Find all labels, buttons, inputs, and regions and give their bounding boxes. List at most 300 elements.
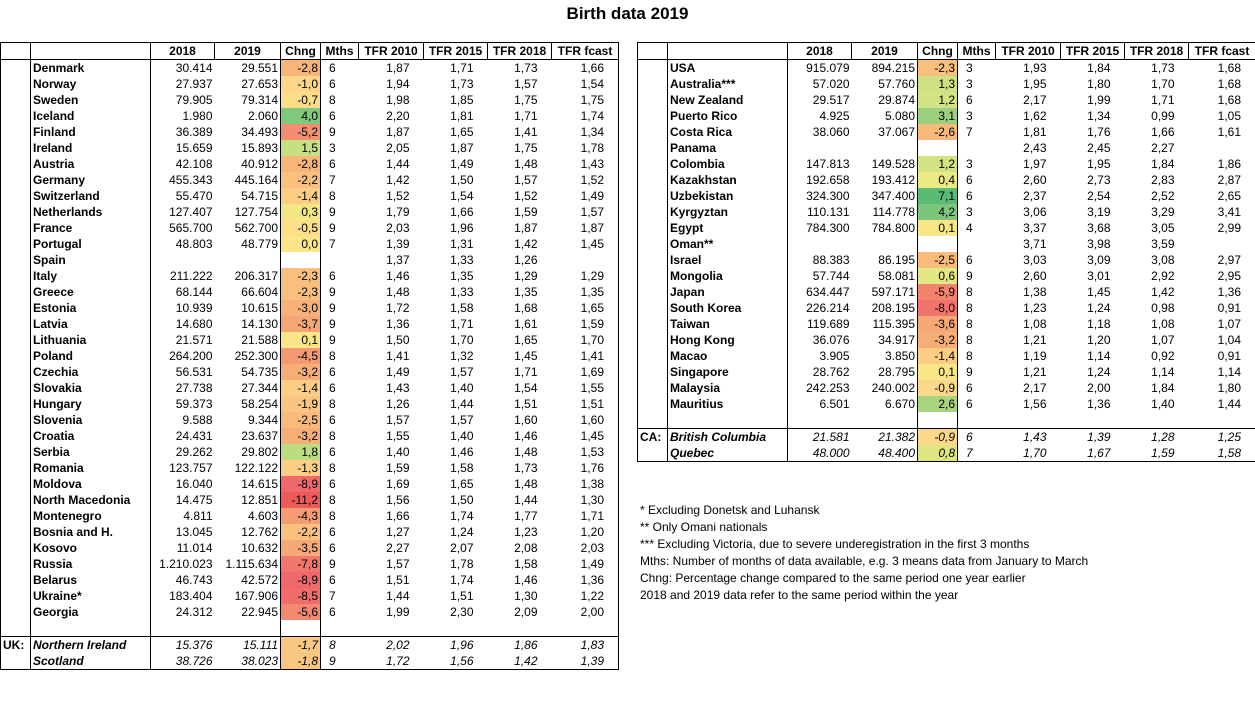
row-prefix xyxy=(638,236,668,252)
tfr-forecast: 1,20 xyxy=(552,524,619,540)
tfr-2010: 1,79 xyxy=(386,205,410,219)
tfr-2015: 1,81 xyxy=(450,109,474,123)
table-row xyxy=(1,188,619,204)
months-cell: 8 xyxy=(966,301,973,315)
tfr-2015: 3,98 xyxy=(1087,237,1111,251)
tfr-2018: 1,57 xyxy=(514,77,538,91)
change-cell: -2,3 xyxy=(281,268,321,284)
tfr-forecast: 1,74 xyxy=(552,108,619,124)
row-prefix xyxy=(1,460,31,476)
country-name: Estonia xyxy=(31,300,151,316)
tfr-2018: 1,61 xyxy=(514,317,538,331)
country-name: Georgia xyxy=(31,604,151,620)
value-2019: 2.060 xyxy=(247,109,278,123)
months-cell: 6 xyxy=(329,157,336,171)
blank-cell xyxy=(552,620,619,637)
tfr-2018: 1,14 xyxy=(1151,365,1175,379)
row-prefix xyxy=(638,268,668,284)
country-name: Singapore xyxy=(668,364,788,380)
value-2019: 784.800 xyxy=(871,221,915,235)
tfr-2018: 1,66 xyxy=(1151,125,1175,139)
tfr-2010: 2,27 xyxy=(386,541,410,555)
tfr-2010: 1,55 xyxy=(386,429,410,443)
value-2019: 23.637 xyxy=(241,429,278,443)
country-name: Slovakia xyxy=(31,380,151,396)
change-cell: 3,1 xyxy=(918,108,958,124)
tfr-forecast: 1,76 xyxy=(552,460,619,476)
country-name: USA xyxy=(668,60,788,77)
tfr-forecast: 1,35 xyxy=(552,284,619,300)
tfr-forecast: 1,29 xyxy=(552,268,619,284)
tfr-2015: 1,24 xyxy=(450,525,474,539)
value-2018: 242.253 xyxy=(806,381,850,395)
row-prefix xyxy=(1,396,31,412)
value-2018: 36.389 xyxy=(175,125,213,139)
value-2018: 264.200 xyxy=(169,349,213,363)
row-prefix xyxy=(1,76,31,92)
value-2019 xyxy=(852,236,918,252)
row-prefix xyxy=(638,252,668,268)
change-cell: -3,0 xyxy=(281,300,321,316)
change-cell: 4,0 xyxy=(281,108,321,124)
change-cell: -1,0 xyxy=(281,76,321,92)
value-2019: 4.603 xyxy=(247,509,278,523)
months-cell: 6 xyxy=(329,573,336,587)
change-cell xyxy=(281,252,321,268)
blank-cell xyxy=(215,620,281,637)
footnote-line: Mths: Number of months of data available, e.g. 3 means data from January to March xyxy=(640,554,1089,568)
country-name: Kazakhstan xyxy=(668,172,788,188)
tfr-2018: 1,73 xyxy=(514,461,538,475)
value-2018: 15.659 xyxy=(175,141,213,155)
table-row xyxy=(638,188,1255,204)
tfr-2010: 1,26 xyxy=(386,397,410,411)
tfr-forecast: 1,38 xyxy=(552,476,619,492)
column-header: 2018 xyxy=(151,43,215,60)
table-row xyxy=(638,348,1255,364)
tfr-forecast: 1,14 xyxy=(1189,364,1255,380)
tfr-2015: 1,85 xyxy=(450,93,474,107)
months-cell: 3 xyxy=(966,205,973,219)
change-cell: -1,8 xyxy=(281,653,321,670)
table-row xyxy=(1,380,619,396)
row-prefix xyxy=(1,284,31,300)
table-row xyxy=(1,268,619,284)
country-name: Montenegro xyxy=(31,508,151,524)
value-2018: 10.939 xyxy=(175,301,213,315)
blank-cell xyxy=(359,620,424,637)
footnote-line: ** Only Omani nationals xyxy=(640,520,768,534)
tfr-2010: 1,72 xyxy=(386,301,410,315)
row-prefix xyxy=(638,445,668,462)
table-row xyxy=(638,76,1255,92)
value-2019: 9.344 xyxy=(247,413,278,427)
tfr-forecast: 1,75 xyxy=(552,92,619,108)
value-2019: 42.572 xyxy=(241,573,278,587)
tfr-2018: 3,08 xyxy=(1151,253,1175,267)
tfr-2015: 1,74 xyxy=(450,509,474,523)
tfr-2010: 1,59 xyxy=(386,461,410,475)
value-2018: 24.312 xyxy=(175,605,213,619)
country-name: Costa Rica xyxy=(668,124,788,140)
tfr-2015: 1,34 xyxy=(1087,109,1111,123)
value-2018: 565.700 xyxy=(169,221,213,235)
table-row xyxy=(1,476,619,492)
country-name: Belarus xyxy=(31,572,151,588)
value-2018: 15.376 xyxy=(151,637,215,654)
months-cell: 6 xyxy=(966,93,973,107)
months-cell: 8 xyxy=(329,93,336,107)
tfr-2010: 1,21 xyxy=(1023,365,1047,379)
tfr-forecast: 1,07 xyxy=(1189,316,1255,332)
table-row xyxy=(638,108,1255,124)
change-cell: -2,5 xyxy=(281,412,321,428)
table-row xyxy=(1,124,619,140)
tfr-2018: 1,54 xyxy=(514,381,538,395)
row-prefix xyxy=(1,348,31,364)
tfr-2010: 3,03 xyxy=(1023,253,1047,267)
tfr-2010: 1,56 xyxy=(1023,397,1047,411)
tfr-2018: 1,87 xyxy=(514,221,538,235)
months-cell: 6 xyxy=(329,109,336,123)
table-row xyxy=(638,204,1255,220)
tfr-2018: 1,48 xyxy=(514,477,538,491)
tfr-2010: 1,36 xyxy=(386,317,410,331)
tfr-2010: 1,40 xyxy=(386,445,410,459)
tfr-forecast: 3,41 xyxy=(1189,204,1255,220)
months-cell: 9 xyxy=(329,333,336,347)
months-cell: 3 xyxy=(966,77,973,91)
tfr-forecast: 1,60 xyxy=(552,412,619,428)
table-row xyxy=(1,252,619,268)
row-prefix xyxy=(638,220,668,236)
months-cell: 7 xyxy=(329,589,336,603)
change-cell: -5,2 xyxy=(281,124,321,140)
months-cell: 8 xyxy=(329,349,336,363)
value-2019: 54.735 xyxy=(241,365,278,379)
months-cell: 9 xyxy=(966,365,973,379)
tfr-2015: 1,31 xyxy=(450,237,474,251)
column-header: 2019 xyxy=(852,43,918,60)
change-cell: -1,3 xyxy=(281,460,321,476)
tfr-2010: 3,06 xyxy=(1023,205,1047,219)
value-2018: 68.144 xyxy=(175,285,213,299)
table-row xyxy=(1,316,619,332)
tfr-2010: 1,72 xyxy=(359,653,424,670)
tfr-2010: 1,51 xyxy=(386,573,410,587)
tfr-forecast: 1,57 xyxy=(552,204,619,220)
blank-cell xyxy=(1189,412,1255,429)
row-prefix xyxy=(638,60,668,77)
blank-cell xyxy=(996,412,1061,429)
column-header xyxy=(668,43,788,60)
table-row xyxy=(638,332,1255,348)
country-name: Netherlands xyxy=(31,204,151,220)
tfr-2010: 3,37 xyxy=(1023,221,1047,235)
tfr-2010: 2,43 xyxy=(1023,141,1047,155)
value-2019: 597.171 xyxy=(871,285,915,299)
table-row xyxy=(1,300,619,316)
change-cell: -1,9 xyxy=(281,396,321,412)
value-2019: 27.344 xyxy=(241,381,278,395)
table-row xyxy=(638,364,1255,380)
country-name: Switzerland xyxy=(31,188,151,204)
months-cell: 9 xyxy=(329,205,336,219)
tfr-2010: 1,23 xyxy=(1023,301,1047,315)
country-name: Romania xyxy=(31,460,151,476)
tfr-2010: 1,50 xyxy=(386,333,410,347)
value-2018: 21.571 xyxy=(175,333,213,347)
months-cell: 8 xyxy=(329,493,336,507)
value-2019: 29.551 xyxy=(241,61,278,75)
value-2018: 38.726 xyxy=(151,653,215,670)
change-cell: -5,6 xyxy=(281,604,321,620)
value-2018: 226.214 xyxy=(806,301,850,315)
row-prefix xyxy=(638,156,668,172)
footnote-line: * Excluding Donetsk and Luhansk xyxy=(640,503,820,517)
tfr-forecast: 0,91 xyxy=(1189,348,1255,364)
row-prefix xyxy=(1,604,31,620)
change-cell: 1,2 xyxy=(918,156,958,172)
value-2018: 324.300 xyxy=(806,189,850,203)
table-row xyxy=(1,284,619,300)
tfr-2010: 1,42 xyxy=(386,173,410,187)
months-cell: 6 xyxy=(329,445,336,459)
value-2018: 48.000 xyxy=(788,445,852,462)
tfr-2010: 1,93 xyxy=(1023,61,1047,75)
value-2019: 240.002 xyxy=(871,381,915,395)
tfr-2015: 1,24 xyxy=(1087,301,1111,315)
tfr-2015: 1,58 xyxy=(450,301,474,315)
change-cell: 0,1 xyxy=(918,364,958,380)
tfr-2010: 3,71 xyxy=(1023,237,1047,251)
country-name: Lithuania xyxy=(31,332,151,348)
change-cell: 0,6 xyxy=(918,268,958,284)
tfr-2015: 1,87 xyxy=(450,141,474,155)
tfr-2010: 2,17 xyxy=(1023,93,1047,107)
column-header: Mths xyxy=(958,43,996,60)
value-2019: 5.080 xyxy=(884,109,915,123)
value-2018: 14.680 xyxy=(175,317,213,331)
tfr-forecast xyxy=(1189,236,1255,252)
row-prefix: UK: xyxy=(1,637,31,654)
country-name: Israel xyxy=(668,252,788,268)
value-2018: 27.937 xyxy=(175,77,213,91)
country-name: Mongolia xyxy=(668,268,788,284)
tfr-forecast: 1,49 xyxy=(552,188,619,204)
country-name: Kyrgyztan xyxy=(668,204,788,220)
table-header xyxy=(1,43,619,60)
row-prefix xyxy=(1,444,31,460)
row-prefix xyxy=(1,556,31,572)
tfr-forecast: 1,65 xyxy=(552,300,619,316)
tfr-forecast: 1,04 xyxy=(1189,332,1255,348)
value-2018: 16.040 xyxy=(175,477,213,491)
tfr-2010: 2,05 xyxy=(386,141,410,155)
tfr-2015: 1,14 xyxy=(1087,349,1111,363)
table-row xyxy=(638,396,1255,412)
country-name: Greece xyxy=(31,284,151,300)
tfr-2018: 1,77 xyxy=(514,509,538,523)
row-prefix xyxy=(638,76,668,92)
country-name: Norway xyxy=(31,76,151,92)
change-cell: -0,9 xyxy=(918,380,958,396)
value-2019: 29.802 xyxy=(241,445,278,459)
months-cell: 6 xyxy=(329,541,336,555)
row-prefix xyxy=(1,492,31,508)
blank-cell xyxy=(1125,412,1189,429)
table-row xyxy=(1,76,619,92)
months-cell: 8 xyxy=(329,509,336,523)
value-2018: 24.431 xyxy=(175,429,213,443)
column-header: 2018 xyxy=(788,43,852,60)
tfr-forecast: 1,49 xyxy=(552,556,619,572)
months-cell: 8 xyxy=(329,429,336,443)
tfr-2010: 1,48 xyxy=(386,285,410,299)
tfr-forecast: 1,55 xyxy=(552,380,619,396)
months-cell: 7 xyxy=(329,237,336,251)
blank-cell xyxy=(321,620,359,637)
row-prefix xyxy=(638,348,668,364)
row-prefix xyxy=(1,188,31,204)
value-2018: 6.501 xyxy=(819,397,850,411)
value-2018: 147.813 xyxy=(806,157,850,171)
tfr-2010: 1,19 xyxy=(1023,349,1047,363)
value-2019: 54.715 xyxy=(241,189,278,203)
country-name: Spain xyxy=(31,252,151,268)
tfr-2010: 1,97 xyxy=(1023,157,1047,171)
change-cell: -0,5 xyxy=(281,220,321,236)
months-cell xyxy=(958,140,996,156)
row-prefix xyxy=(1,156,31,172)
value-2018: 123.757 xyxy=(169,461,213,475)
tfr-2015: 1,73 xyxy=(450,77,474,91)
tfr-2015: 1,24 xyxy=(1087,365,1111,379)
value-2019: 86.195 xyxy=(878,253,915,267)
tfr-forecast: 1,36 xyxy=(552,572,619,588)
value-2019 xyxy=(215,252,281,268)
row-prefix xyxy=(638,284,668,300)
tfr-2010: 1,27 xyxy=(386,525,410,539)
value-2018: 28.762 xyxy=(812,365,850,379)
tfr-2015: 1,70 xyxy=(450,333,474,347)
tfr-2015: 3,68 xyxy=(1087,221,1111,235)
months-cell: 6 xyxy=(329,605,336,619)
country-name: British Columbia xyxy=(668,429,788,446)
table-row xyxy=(1,604,619,620)
value-2019: 38.023 xyxy=(215,653,281,670)
tfr-2018: 1,71 xyxy=(514,109,538,123)
value-2019: 15.111 xyxy=(215,637,281,654)
value-2019: 48.779 xyxy=(241,237,278,251)
tfr-forecast: 1,78 xyxy=(552,140,619,156)
country-name: Portugal xyxy=(31,236,151,252)
country-name: Malaysia xyxy=(668,380,788,396)
tfr-2015: 1,33 xyxy=(450,285,474,299)
tfr-2018: 1,52 xyxy=(514,189,538,203)
change-cell: -1,4 xyxy=(918,348,958,364)
tfr-2015: 3,01 xyxy=(1087,269,1111,283)
country-name: Latvia xyxy=(31,316,151,332)
tfr-2010: 2,17 xyxy=(1023,381,1047,395)
value-2019: 1.115.634 xyxy=(225,557,278,571)
tfr-forecast: 2,65 xyxy=(1189,188,1255,204)
blank-cell xyxy=(31,620,151,637)
blank-cell xyxy=(668,412,788,429)
tfr-2018: 1,60 xyxy=(514,413,538,427)
country-name: Ireland xyxy=(31,140,151,156)
row-prefix xyxy=(1,332,31,348)
row-prefix xyxy=(638,108,668,124)
table-row xyxy=(1,492,619,508)
tfr-2015: 1,76 xyxy=(1087,125,1111,139)
table-row xyxy=(638,172,1255,188)
months-cell: 9 xyxy=(329,317,336,331)
column-header: TFR 2015 xyxy=(1061,43,1125,60)
country-name: Mauritius xyxy=(668,396,788,412)
value-2019: 193.412 xyxy=(871,173,915,187)
value-2019: 27.653 xyxy=(241,77,278,91)
value-2019: 6.670 xyxy=(884,397,915,411)
value-2018: 127.407 xyxy=(169,205,213,219)
value-2018: 1.980 xyxy=(182,109,213,123)
country-name: Russia xyxy=(31,556,151,572)
months-cell: 9 xyxy=(321,653,359,670)
value-2018: 46.743 xyxy=(175,573,213,587)
country-name: North Macedonia xyxy=(31,492,151,508)
tfr-2010: 1,66 xyxy=(386,509,410,523)
footnote-line: Chng: Percentage change compared to the same period one year earlier xyxy=(640,571,1026,585)
country-name: Poland xyxy=(31,348,151,364)
tfr-2010: 1,87 xyxy=(386,125,410,139)
change-cell xyxy=(918,140,958,156)
row-prefix xyxy=(1,653,31,670)
tfr-2018: 1,46 xyxy=(514,429,538,443)
table-body xyxy=(638,60,1255,462)
country-name: France xyxy=(31,220,151,236)
table-row xyxy=(1,140,619,156)
months-cell: 6 xyxy=(966,381,973,395)
tfr-forecast: 2,03 xyxy=(552,540,619,556)
blank-cell xyxy=(918,412,958,429)
tfr-2018: 1,26 xyxy=(514,253,538,267)
tfr-2018: 1,46 xyxy=(514,573,538,587)
tfr-2015: 1,65 xyxy=(450,477,474,491)
blank-cell xyxy=(281,620,321,637)
row-prefix xyxy=(638,140,668,156)
change-cell: -1,4 xyxy=(281,188,321,204)
tfr-forecast: 2,99 xyxy=(1189,220,1255,236)
tfr-2010: 1,52 xyxy=(386,189,410,203)
value-2018: 110.131 xyxy=(807,205,850,219)
table-row xyxy=(638,60,1255,77)
row-prefix xyxy=(1,236,31,252)
row-prefix xyxy=(638,364,668,380)
change-cell: -2,5 xyxy=(918,252,958,268)
tfr-2015: 1,99 xyxy=(1087,93,1111,107)
value-2018: 55.470 xyxy=(175,189,213,203)
tfr-2018: 1,59 xyxy=(1125,445,1189,462)
blank-cell xyxy=(1,620,31,637)
value-2018: 13.045 xyxy=(175,525,213,539)
tfr-forecast xyxy=(1189,140,1255,156)
change-cell: -3,7 xyxy=(281,316,321,332)
change-cell: 0,0 xyxy=(281,236,321,252)
months-cell: 3 xyxy=(966,157,973,171)
tfr-2018: 1,68 xyxy=(514,301,538,315)
column-header xyxy=(31,43,151,60)
tfr-2018: 1,75 xyxy=(514,93,538,107)
